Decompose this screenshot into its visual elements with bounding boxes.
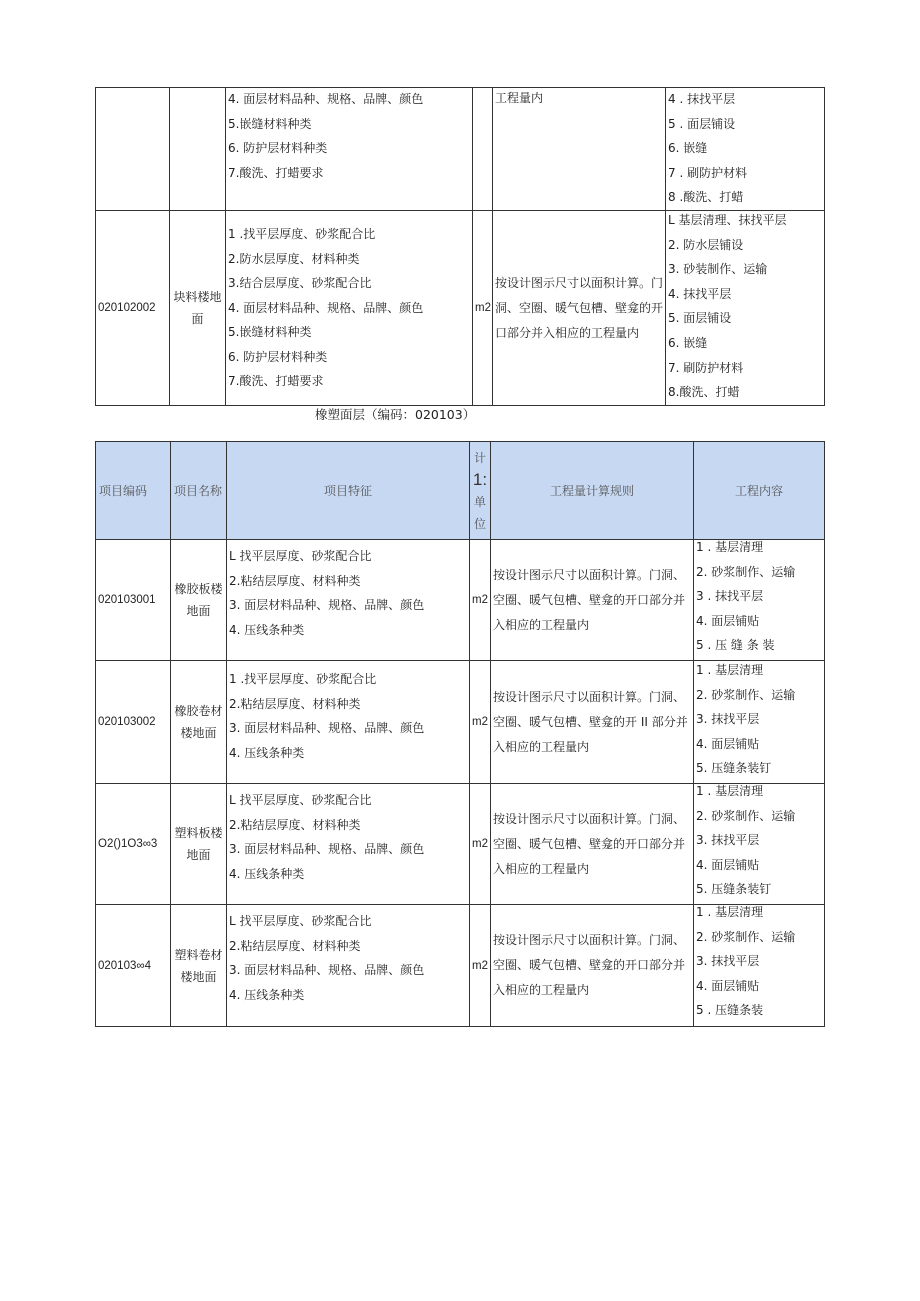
item-name: 橡胶板楼地面 xyxy=(171,540,227,661)
feature-line: 2.粘结层厚度、材料种类 xyxy=(229,573,361,588)
item-rule: 按设计图示尺寸以面积计算。门洞、空圈、暖气包槽、壁龛的开口部分并入相应的工程量内 xyxy=(491,540,694,661)
work-line: 4. 面层铺贴 xyxy=(696,978,760,993)
work-line: 1 . 基层清理 xyxy=(696,663,764,677)
header-work: 工程内容 xyxy=(694,442,825,540)
item-unit: m2 xyxy=(473,211,493,406)
work-line: 1 . 基层清理 xyxy=(696,905,764,919)
feature-line: 4. 面层材料品种、规格、品牌、颜色 xyxy=(228,92,424,106)
feature-line: 5.嵌缝材料种类 xyxy=(228,325,312,340)
item-unit: m2 xyxy=(470,905,491,1027)
feature-line: 3. 面层材料品种、规格、品牌、颜色 xyxy=(229,598,425,613)
item-code: 020103∞4 xyxy=(96,905,171,1027)
header-rule: 工程量计算规则 xyxy=(491,442,694,540)
header-name: 项目名称 xyxy=(171,442,227,540)
top-table xyxy=(95,87,825,406)
table-row xyxy=(96,88,825,211)
work-line: 5. 面层铺设 xyxy=(668,311,732,326)
table-row xyxy=(96,540,825,661)
item-name: 塑料卷材楼地面 xyxy=(171,905,227,1027)
table-row xyxy=(96,211,825,406)
feature-line: 5.嵌缝材料种类 xyxy=(228,116,312,131)
work-line: 4. 面层铺贴 xyxy=(696,857,760,872)
item-work xyxy=(694,661,825,784)
item-work xyxy=(694,784,825,905)
feature-line: 4. 压线条种类 xyxy=(229,745,305,760)
header-unit-line: 单 xyxy=(473,494,486,509)
work-line: 8.酸洗、打蜡 xyxy=(668,385,740,400)
feature-line: 7.酸洗、打蜡要求 xyxy=(228,374,324,389)
item-features xyxy=(226,88,473,211)
table-row xyxy=(96,784,825,905)
work-line: 2. 砂浆制作、运输 xyxy=(696,687,796,702)
feature-line: L 找平层厚度、砂浆配合比 xyxy=(229,549,372,563)
item-unit: m2 xyxy=(470,540,491,661)
item-name: 块料楼地面 xyxy=(170,211,226,406)
feature-line: 4. 压线条种类 xyxy=(229,987,305,1002)
table-header-row xyxy=(96,442,825,540)
feature-line: 4. 面层材料品种、规格、品牌、颜色 xyxy=(228,300,424,315)
bottom-table xyxy=(95,441,825,1027)
feature-line: 3. 面层材料品种、规格、品牌、颜色 xyxy=(229,721,425,736)
work-line: 5 . 压缝条装 xyxy=(696,1003,764,1018)
item-code: O2()1O3∞3 xyxy=(96,784,171,905)
feature-line: 1 .找平层厚度、砂浆配合比 xyxy=(229,672,377,686)
feature-line: 2.防水层厚度、材料种类 xyxy=(228,251,360,266)
work-line: L 基层清理、抹找平层 xyxy=(668,213,787,227)
work-line: 6. 嵌缝 xyxy=(668,335,708,350)
work-line: 1 . 基层清理 xyxy=(696,784,764,798)
work-line: 3. 抹找平层 xyxy=(696,712,760,727)
feature-line: 6. 防护层材料种类 xyxy=(228,349,328,364)
work-line: 7. 刷防护材料 xyxy=(668,360,744,375)
item-rule: 按设计图示尺寸以面积计算。门洞、空圈、暖气包槽、壁龛的开口部分并入相应的工程量内 xyxy=(493,211,666,406)
item-unit xyxy=(473,88,493,211)
item-work xyxy=(694,905,825,1027)
item-unit: m2 xyxy=(470,661,491,784)
feature-line: 6. 防护层材料种类 xyxy=(228,141,328,156)
item-name: 橡胶卷材楼地面 xyxy=(171,661,227,784)
item-work xyxy=(666,88,825,211)
work-line: 3 . 抹找平层 xyxy=(696,589,764,604)
feature-line: 1 .找平层厚度、砂浆配合比 xyxy=(228,226,376,241)
feature-line: L 找平层厚度、砂浆配合比 xyxy=(229,914,372,928)
feature-line: 7.酸洗、打蜡要求 xyxy=(228,165,324,180)
item-features xyxy=(227,661,470,784)
header-unit-line: 位 xyxy=(473,516,486,531)
work-line: 4. 面层铺贴 xyxy=(696,736,760,751)
item-code: 020102002 xyxy=(96,211,170,406)
item-rule: 按设计图示尺寸以面积计算。门洞、空圈、暖气包槽、壁龛的开口部分并入相应的工程量内 xyxy=(491,784,694,905)
feature-line: 3.结合层厚度、砂浆配合比 xyxy=(228,276,372,291)
item-code xyxy=(96,88,170,211)
item-features xyxy=(227,784,470,905)
feature-line: 4. 压线条种类 xyxy=(229,866,305,881)
work-line: 5 . 面层铺设 xyxy=(668,116,736,131)
section-caption: 橡塑面层（编码：020103） xyxy=(315,407,476,422)
feature-line: 4. 压线条种类 xyxy=(229,622,305,637)
item-name xyxy=(170,88,226,211)
header-features: 项目特征 xyxy=(227,442,470,540)
work-line: 6. 嵌缝 xyxy=(668,141,708,156)
work-line: 4. 抹找平层 xyxy=(668,286,732,301)
item-work xyxy=(666,211,825,406)
header-unit-line: 1: xyxy=(472,469,488,489)
work-line: 5. 压缝条装钉 xyxy=(696,761,772,776)
header-code: 项目编码 xyxy=(96,442,171,540)
work-line: 7 . 刷防护材料 xyxy=(668,165,748,180)
item-features xyxy=(227,540,470,661)
work-line: 3. 抹找平层 xyxy=(696,954,760,969)
feature-line: 3. 面层材料品种、规格、品牌、颜色 xyxy=(229,842,425,857)
header-unit xyxy=(470,442,491,540)
work-line: 1 . 基层清理 xyxy=(696,540,764,554)
feature-line: 2.粘结层厚度、材料种类 xyxy=(229,817,361,832)
work-line: 4 . 抹找平层 xyxy=(668,92,736,106)
work-line: 5 . 压 缝 条 装 xyxy=(696,638,775,653)
work-line: 4. 面层铺贴 xyxy=(696,613,760,628)
table-row xyxy=(96,661,825,784)
work-line: 2. 砂浆制作、运输 xyxy=(696,564,796,579)
item-features xyxy=(226,211,473,406)
item-unit: m2 xyxy=(470,784,491,905)
table-row xyxy=(96,905,825,1027)
item-work xyxy=(694,540,825,661)
header-unit-line: 计 xyxy=(473,450,486,465)
work-line: 2. 砂浆制作、运输 xyxy=(696,929,796,944)
item-features xyxy=(227,905,470,1027)
work-line: 3. 抹找平层 xyxy=(696,833,760,848)
work-line: 2. 防水层铺设 xyxy=(668,237,744,252)
feature-line: 2.粘结层厚度、材料种类 xyxy=(229,696,361,711)
item-code: 020103001 xyxy=(96,540,171,661)
item-rule: 工程量内 xyxy=(493,88,666,211)
work-line: 2. 砂浆制作、运输 xyxy=(696,808,796,823)
item-rule: 按设计图示尺寸以面积计算。门洞、空圈、暖气包槽、壁龛的开 II 部分并入相应的工程量内 xyxy=(491,661,694,784)
item-code: 020103002 xyxy=(96,661,171,784)
work-line: 8 .酸洗、打蜡 xyxy=(668,190,744,205)
feature-line: 2.粘结层厚度、材料种类 xyxy=(229,938,361,953)
work-line: 5. 压缝条装钉 xyxy=(696,882,772,897)
item-name: 塑料板楼地面 xyxy=(171,784,227,905)
feature-line: L 找平层厚度、砂浆配合比 xyxy=(229,793,372,807)
work-line: 3. 砂装制作、运输 xyxy=(668,262,768,277)
item-rule: 按设计图示尺寸以面积计算。门洞、空圈、暖气包槽、壁龛的开口部分并入相应的工程量内 xyxy=(491,905,694,1027)
feature-line: 3. 面层材料品种、规格、品牌、颜色 xyxy=(229,963,425,978)
